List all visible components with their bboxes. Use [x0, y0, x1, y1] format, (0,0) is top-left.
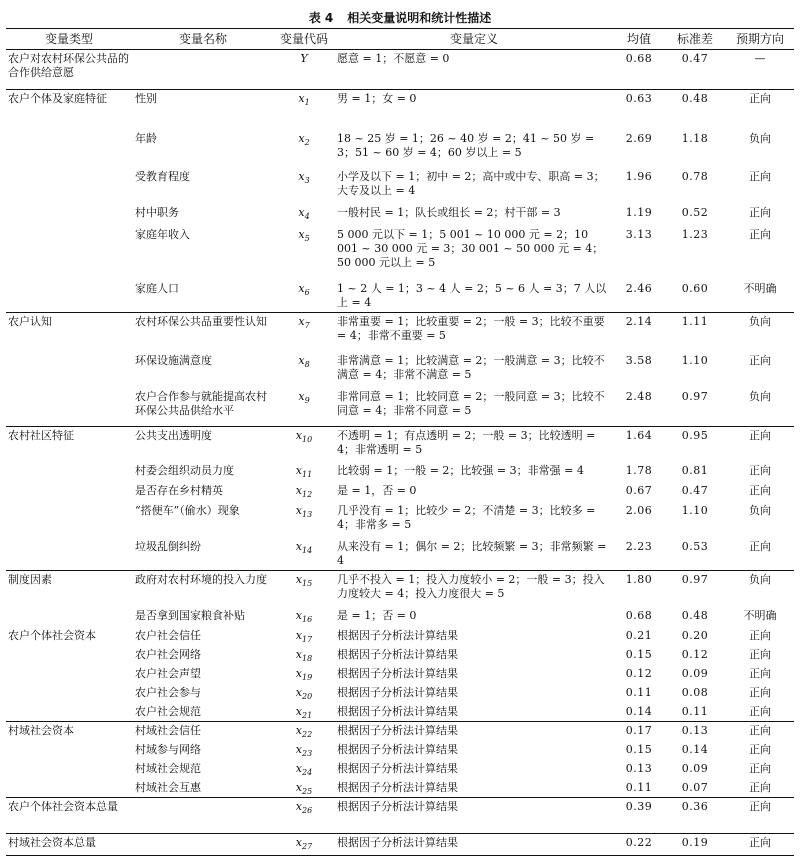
variable-name-cell: 农户社会网络: [135, 647, 201, 661]
variable-type-cell: [6, 204, 132, 226]
direction-cell: 正向: [749, 464, 771, 477]
variable-type-cell: [6, 482, 132, 502]
sd-cell: 0.53: [681, 540, 709, 553]
variable-code-symbol: x: [295, 608, 303, 622]
variable-name-cell: 家庭年收入: [135, 227, 190, 241]
table-row: [6, 627, 794, 646]
variable-definition-cell: 非常重要 = 1；比较重要 = 2；一般 = 3；比较不重要 = 4；非常不重要 = 5: [334, 312, 614, 352]
variable-code-subscript: 20: [302, 691, 313, 701]
direction-cell: 正向: [749, 647, 771, 661]
direction-cell: 负向: [749, 390, 771, 403]
sd-cell: 0.81: [681, 464, 709, 477]
mean-cell: 2.69: [625, 131, 653, 145]
table-row: [6, 741, 794, 760]
direction-cell: 正向: [749, 227, 771, 241]
variable-definition-cell: 非常满意 = 1；比较满意 = 2；一般满意 = 3；比较不满意 = 4；非常不满意 = 5: [337, 354, 605, 381]
variable-code-cell: [274, 388, 334, 426]
sd-cell: 0.13: [664, 722, 726, 741]
variable-code-subscript: 19: [302, 672, 313, 682]
variable-name-cell: [132, 50, 274, 90]
direction-cell: 负向: [749, 131, 771, 145]
table-row: [6, 665, 794, 684]
table-row: [6, 607, 794, 627]
direction-cell: 正向: [749, 685, 771, 699]
variable-code-cell: [274, 665, 334, 684]
variable-code-cell: [274, 90, 334, 130]
variable-code-symbol: x: [295, 628, 303, 642]
sd-cell: 0.60: [681, 281, 709, 295]
variable-code-subscript: 11: [302, 470, 313, 479]
direction-cell: 正向: [726, 426, 794, 462]
variable-code-symbol: x: [295, 484, 303, 497]
variable-definition-cell: 男 = 1；女 = 0: [334, 90, 614, 130]
variable-code-symbol: x: [298, 205, 305, 219]
mean-cell: 0.22: [614, 834, 664, 856]
variable-code-symbol: x: [298, 314, 305, 328]
sd-cell: 0.11: [681, 704, 709, 718]
mean-cell: 2.46: [625, 281, 653, 295]
variable-type-cell: 农户个体社会资本: [8, 628, 96, 642]
variable-type-cell: 农户认知: [6, 312, 132, 352]
mean-cell: 0.15: [625, 742, 653, 756]
table-row: [6, 798, 794, 834]
variable-definition-cell: 非常同意 = 1；比较同意 = 2；一般同意 = 3；比较不同意 = 4；非常不同意 = 5: [337, 390, 605, 417]
variable-code-cell: [274, 607, 334, 627]
variable-name-cell: 村委会组织动员力度: [135, 464, 234, 477]
direction-cell: 负向: [749, 504, 771, 517]
header-direction: 预期方向: [726, 29, 794, 50]
table-row: [6, 352, 794, 388]
variable-name-cell: [132, 834, 274, 856]
table-row: [6, 462, 794, 482]
variable-name-cell: 公共支出透明度: [132, 426, 274, 462]
direction-cell: —: [726, 50, 794, 90]
mean-cell: 0.11: [625, 685, 653, 699]
variable-code-cell: [274, 50, 334, 90]
table-number: 表 4: [308, 11, 334, 25]
variable-name-cell: 垃圾乱倒纠纷: [135, 540, 201, 553]
sd-cell: 0.36: [664, 798, 726, 834]
table-row: [6, 482, 794, 502]
variable-code-cell: [274, 741, 334, 760]
sd-cell: 0.09: [681, 761, 709, 775]
variable-code-symbol: x: [295, 761, 303, 775]
variable-code-cell: [274, 627, 334, 646]
variable-code-symbol: x: [298, 227, 305, 241]
variable-type-cell: 农村社区特征: [6, 426, 132, 462]
direction-cell: 正向: [749, 780, 771, 794]
mean-cell: 2.14: [614, 312, 664, 352]
variable-definition-cell: 18 ~ 25 岁 = 1；26 ~ 40 岁 = 2；41 ~ 50 岁 = 3；51 ~ 60 岁 = 4；60 岁以上 = 5: [337, 131, 595, 159]
variables-table: [6, 28, 794, 856]
table-row: [6, 703, 794, 722]
mean-cell: 0.67: [625, 484, 653, 497]
table-row: [6, 90, 794, 130]
variable-type-cell: [6, 741, 132, 760]
variable-definition-cell: 5 000 元以下 = 1；5 001 ~ 10 000 元 = 2；10 001 ~ 30 000 元 = 3；30 001 ~ 50 000 元 = 4；50 000 元以上 = 5: [337, 227, 604, 269]
table-row: [6, 426, 794, 462]
variable-code-cell: [274, 482, 334, 502]
variable-definition-cell: 比较弱 = 1；一般 = 2；比较强 = 3；非常强 = 4: [337, 464, 584, 477]
mean-cell: 1.80: [614, 571, 664, 607]
variable-code-symbol: x: [298, 131, 305, 145]
variable-definition-cell: 根据因子分析法计算结果: [337, 742, 458, 756]
mean-cell: 1.96: [625, 169, 653, 183]
variable-code-subscript: 23: [302, 748, 313, 758]
variable-code-subscript: 8: [304, 360, 310, 369]
mean-cell: 0.17: [614, 722, 664, 741]
variable-code-symbol: x: [298, 390, 305, 403]
variable-type-cell: 农户个体社会资本总量: [6, 798, 132, 834]
header-code: 变量代码: [274, 29, 334, 50]
table-title: [6, 8, 794, 28]
header-definition: 变量定义: [334, 29, 614, 50]
table-row: [6, 760, 794, 779]
sd-cell: 1.11: [664, 312, 726, 352]
variable-name-cell: 村域参与网络: [135, 742, 201, 756]
variable-definition-cell: 根据因子分析法计算结果: [337, 647, 458, 661]
variable-name-cell: 村域社会信任: [132, 722, 274, 741]
variable-definition-cell: 是 = 1，否 = 0: [337, 484, 417, 497]
variable-name-cell: 村中职务: [135, 205, 179, 219]
variable-code-symbol: x: [295, 573, 303, 586]
variable-code-symbol: x: [295, 800, 303, 813]
variable-type-cell: [6, 502, 132, 538]
variable-code-cell: [274, 312, 334, 352]
variable-code-symbol: x: [295, 666, 303, 680]
sd-cell: 0.78: [681, 169, 709, 183]
sd-cell: 1.10: [681, 504, 709, 517]
mean-cell: 3.13: [625, 227, 653, 241]
variable-code-cell: [274, 779, 334, 798]
sd-cell: 0.09: [681, 666, 709, 680]
variable-type-cell: [6, 280, 132, 313]
sd-cell: 0.14: [681, 742, 709, 756]
variable-code-symbol: x: [295, 428, 303, 442]
variable-code-cell: [274, 168, 334, 204]
variable-definition-cell: 几乎没有 = 1；比较少 = 2；不清楚 = 3；比较多 = 4；非常多 = 5: [337, 504, 596, 531]
variable-type-cell: 农户对农村环保公共品的合作供给意愿: [6, 50, 132, 90]
variable-definition-cell: 从来没有 = 1；偶尔 = 2；比较频繁 = 3；非常频繁 = 4: [337, 540, 607, 567]
table-row: [6, 684, 794, 703]
variable-code-subscript: 2: [304, 137, 310, 147]
variable-type-cell: [6, 168, 132, 204]
sd-cell: 0.07: [681, 780, 709, 794]
variable-code-subscript: 6: [304, 287, 310, 297]
mean-cell: 0.68: [625, 608, 653, 622]
mean-cell: 0.21: [625, 628, 653, 642]
variable-type-cell: [6, 538, 132, 571]
sd-cell: 0.48: [664, 90, 726, 130]
table-row: [6, 502, 794, 538]
sd-cell: 1.23: [681, 227, 709, 241]
variable-code-cell: [274, 646, 334, 665]
mean-cell: 2.48: [625, 390, 653, 403]
variable-name-cell: 村域社会互惠: [135, 780, 201, 794]
table-row: [6, 312, 794, 352]
table-row: [6, 130, 794, 168]
variable-code-symbol: x: [295, 742, 303, 756]
header-mean: 均值: [614, 29, 664, 50]
variable-code-subscript: 26: [302, 806, 313, 815]
variable-name-cell: 农户社会规范: [135, 704, 201, 718]
header-row: [6, 29, 794, 50]
table-row: [6, 50, 794, 90]
variable-code-cell: [274, 462, 334, 482]
table-row: [6, 834, 794, 856]
variable-definition-cell: 根据因子分析法计算结果: [337, 685, 458, 699]
mean-cell: 0.13: [625, 761, 653, 775]
variable-code-symbol: x: [295, 464, 303, 477]
mean-cell: 1.19: [625, 205, 653, 219]
variable-code-cell: [274, 130, 334, 168]
variable-type-cell: [6, 607, 132, 627]
sd-cell: 0.12: [681, 647, 709, 661]
variable-code-cell: [274, 538, 334, 571]
variable-code-subscript: 24: [302, 767, 313, 777]
variable-code-symbol: x: [295, 836, 303, 849]
variable-code-cell: [274, 352, 334, 388]
direction-cell: 正向: [749, 628, 771, 642]
sd-cell: 0.19: [664, 834, 726, 856]
variable-name-cell: 农户社会声望: [135, 666, 201, 680]
variable-code-subscript: 10: [302, 434, 313, 444]
variable-code-symbol: x: [298, 354, 305, 367]
direction-cell: 负向: [726, 312, 794, 352]
direction-cell: 正向: [749, 354, 771, 367]
direction-cell: 正向: [726, 798, 794, 834]
mean-cell: 2.23: [625, 540, 653, 553]
variable-code-cell: [274, 722, 334, 741]
variable-code-subscript: 25: [302, 786, 313, 796]
direction-cell: 正向: [749, 205, 771, 219]
table-row: [6, 722, 794, 741]
variable-code-symbol: x: [298, 281, 305, 295]
variable-code-cell: [274, 571, 334, 607]
variable-code-subscript: 7: [304, 320, 310, 330]
variable-type-cell: [6, 760, 132, 779]
variable-code-cell: [274, 426, 334, 462]
mean-cell: 3.58: [625, 354, 653, 367]
variable-definition-cell: 愿意 = 1；不愿意 = 0: [334, 50, 614, 90]
variable-definition-cell: 一般村民 = 1；队长或组长 = 2；村干部 = 3: [337, 205, 561, 219]
mean-cell: 0.14: [625, 704, 653, 718]
variable-code-cell: [274, 834, 334, 856]
sd-cell: 0.20: [681, 628, 709, 642]
variable-name-cell: 家庭人口: [135, 281, 179, 295]
variable-code-subscript: 9: [304, 396, 310, 405]
variable-name-cell: [132, 798, 274, 834]
mean-cell: 0.15: [625, 647, 653, 661]
variable-code-symbol: x: [295, 685, 303, 699]
variable-code-subscript: 3: [304, 175, 310, 185]
variable-definition-cell: 根据因子分析法计算结果: [334, 834, 614, 856]
variable-definition-cell: 是 = 1；否 = 0: [337, 608, 417, 622]
variable-code-subscript: 5: [304, 233, 310, 243]
variable-name-cell: 环保设施满意度: [135, 354, 212, 367]
sd-cell: 0.48: [681, 608, 709, 622]
document-page: [6, 0, 794, 856]
mean-cell: 1.78: [625, 464, 653, 477]
variable-code-symbol: x: [295, 724, 303, 737]
variable-definition-cell: 根据因子分析法计算结果: [337, 704, 458, 718]
sd-cell: 0.47: [681, 484, 709, 497]
table-row: [6, 388, 794, 426]
table-caption: 相关变量说明和统计性描述: [347, 11, 492, 25]
header-type: 变量类型: [6, 29, 132, 50]
variable-code-symbol: x: [295, 780, 303, 794]
variable-definition-cell: 1 ~ 2 人 = 1；3 ~ 4 人 = 2；5 ~ 6 人 = 3；7 人以上 = 4: [337, 281, 607, 309]
sd-cell: 0.95: [664, 426, 726, 462]
variable-name-cell: 政府对农村环境的投入力度: [132, 571, 274, 607]
direction-cell: 正向: [726, 90, 794, 130]
variable-type-cell: [6, 779, 132, 798]
variable-type-cell: 村域社会资本: [6, 722, 132, 741]
variable-code-symbol: x: [295, 540, 303, 553]
variable-type-cell: 农户个体及家庭特征: [6, 90, 132, 130]
sd-cell: 0.52: [681, 205, 709, 219]
mean-cell: 0.68: [614, 50, 664, 90]
variable-type-cell: [6, 462, 132, 482]
variable-code-subscript: 12: [302, 490, 313, 499]
variable-code-subscript: 18: [302, 653, 313, 663]
mean-cell: 2.06: [625, 504, 653, 517]
variable-name-cell: 是否存在乡村精英: [135, 484, 223, 497]
direction-cell: 正向: [749, 666, 771, 680]
sd-cell: 1.18: [681, 131, 709, 145]
variable-type-cell: [6, 130, 132, 168]
variable-type-cell: [6, 388, 132, 426]
table-body: [6, 50, 794, 856]
variable-code-symbol: Y: [300, 52, 308, 65]
variable-code-subscript: 16: [302, 614, 313, 624]
table-row: [6, 226, 794, 280]
header-sd: 标准差: [664, 29, 726, 50]
mean-cell: 0.39: [614, 798, 664, 834]
direction-cell: 正向: [749, 704, 771, 718]
variable-definition-cell: 不透明 = 1；有点透明 = 2；一般 = 3；比较透明 = 4；非常透明 = 5: [334, 426, 614, 462]
variable-name-cell: 性别: [132, 90, 274, 130]
direction-cell: 正向: [749, 169, 771, 183]
variable-code-cell: [274, 684, 334, 703]
table-row: [6, 204, 794, 226]
variable-code-symbol: x: [298, 92, 305, 105]
sd-cell: 0.97: [664, 571, 726, 607]
direction-cell: 正向: [749, 742, 771, 756]
direction-cell: 正向: [749, 540, 771, 553]
variable-code-subscript: 13: [302, 510, 313, 519]
table-row: [6, 779, 794, 798]
table-row: [6, 538, 794, 571]
variable-definition-cell: 小学及以下 = 1；初中 = 2；高中或中专、职高 = 3；大专及以上 = 4: [337, 169, 605, 197]
variable-name-cell: “搭便车”（偷水）现象: [135, 504, 240, 517]
variable-definition-cell: 根据因子分析法计算结果: [334, 722, 614, 741]
table-row: [6, 280, 794, 313]
variable-code-symbol: x: [295, 504, 303, 517]
variable-definition-cell: 根据因子分析法计算结果: [337, 780, 458, 794]
variable-code-cell: [274, 502, 334, 538]
variable-code-subscript: 4: [304, 211, 310, 221]
variable-name-cell: 村域社会规范: [135, 761, 201, 775]
table-row: [6, 168, 794, 204]
variable-code-cell: [274, 703, 334, 722]
variable-code-cell: [274, 226, 334, 280]
variable-type-cell: [6, 352, 132, 388]
sd-cell: 0.47: [664, 50, 726, 90]
variable-name-cell: 农户社会信任: [135, 628, 201, 642]
header-name: 变量名称: [132, 29, 274, 50]
variable-type-cell: 村域社会资本总量: [6, 834, 132, 856]
direction-cell: 不明确: [743, 608, 777, 622]
variable-code-symbol: x: [295, 704, 303, 718]
variable-code-subscript: 22: [302, 730, 313, 739]
variable-name-cell: 受教育程度: [135, 169, 190, 183]
variable-code-cell: [274, 204, 334, 226]
direction-cell: 正向: [749, 761, 771, 775]
variable-code-subscript: 17: [302, 634, 313, 644]
variable-code-subscript: 21: [302, 710, 313, 720]
variable-type-cell: [6, 226, 132, 280]
variable-name-cell: 农户合作参与就能提高农村环保公共品供给水平: [135, 390, 267, 417]
variable-code-cell: [274, 760, 334, 779]
variable-name-cell: 农村环保公共品重要性认知: [132, 312, 274, 352]
variable-code-symbol: x: [295, 647, 303, 661]
variable-code-subscript: 1: [304, 98, 310, 107]
variable-definition-cell: 根据因子分析法计算结果: [337, 628, 458, 642]
variable-code-subscript: 27: [302, 842, 313, 851]
variable-code-subscript: 15: [302, 579, 313, 588]
direction-cell: 正向: [726, 834, 794, 856]
mean-cell: 0.12: [625, 666, 653, 680]
direction-cell: 不明确: [743, 281, 777, 295]
sd-cell: 0.97: [681, 390, 709, 403]
variable-definition-cell: 几乎不投入 = 1；投入力度较小 = 2；一般 = 3；投入力度较大 = 4；投入力度很大 = 5: [334, 571, 614, 607]
mean-cell: 1.64: [614, 426, 664, 462]
variable-code-cell: [274, 798, 334, 834]
variable-type-cell: 制度因素: [6, 571, 132, 607]
variable-type-cell: [6, 646, 132, 665]
variable-type-cell: [6, 665, 132, 684]
variable-definition-cell: 根据因子分析法计算结果: [337, 666, 458, 680]
sd-cell: 1.10: [681, 354, 709, 367]
variable-type-cell: [6, 684, 132, 703]
table-row: [6, 646, 794, 665]
variable-definition-cell: 根据因子分析法计算结果: [334, 798, 614, 834]
variable-code-cell: [274, 280, 334, 313]
variable-type-cell: [6, 703, 132, 722]
direction-cell: 正向: [749, 484, 771, 497]
direction-cell: 负向: [726, 571, 794, 607]
sd-cell: 0.08: [681, 685, 709, 699]
variable-name-cell: 是否拿到国家粮食补贴: [135, 608, 245, 622]
mean-cell: 0.11: [625, 780, 653, 794]
table-row: [6, 571, 794, 607]
variable-name-cell: 农户社会参与: [135, 685, 201, 699]
variable-definition-cell: 根据因子分析法计算结果: [337, 761, 458, 775]
variable-name-cell: 年龄: [135, 131, 157, 145]
direction-cell: 正向: [726, 722, 794, 741]
variable-code-symbol: x: [298, 169, 305, 183]
variable-code-subscript: 14: [302, 546, 313, 555]
mean-cell: 0.63: [614, 90, 664, 130]
